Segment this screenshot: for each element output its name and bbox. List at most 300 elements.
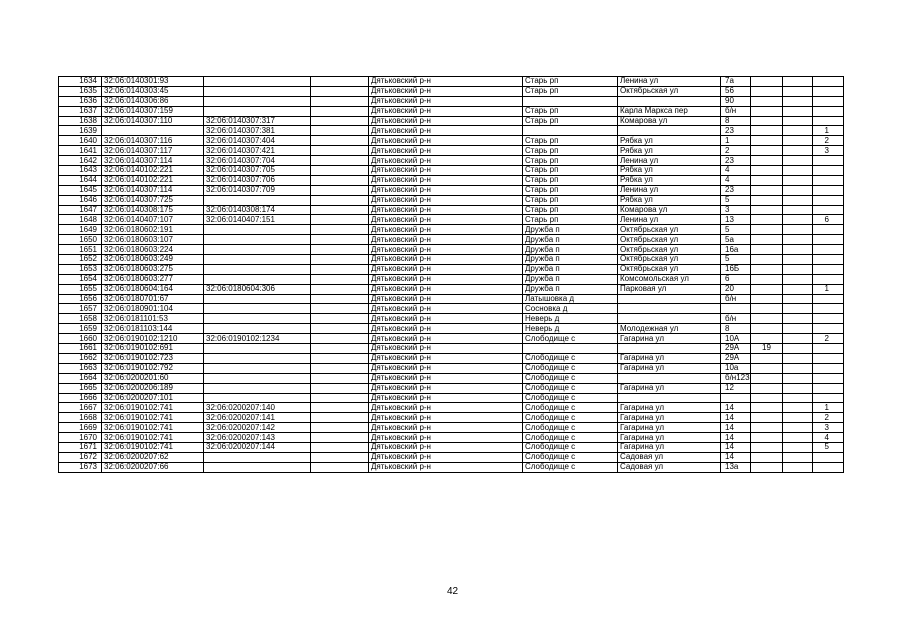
table-row (59, 324, 844, 334)
cell-house-number: 2 (721, 146, 751, 156)
cell-blank-column (311, 274, 369, 284)
table-row (59, 106, 844, 116)
cell-row-number: 1638 (59, 116, 102, 126)
cell-apartment-number: 1 (813, 126, 844, 136)
cell-apartment-number (813, 185, 844, 195)
cell-settlement: Дружба п (523, 245, 618, 255)
cell-district: Дятьковский р-н (369, 205, 523, 215)
cell-row-number: 1661 (59, 344, 102, 354)
cell-row-number: 1664 (59, 373, 102, 383)
cell-extra-number (751, 413, 783, 423)
cell-house-number: 23 (721, 126, 751, 136)
cell-blank-column-2 (783, 126, 813, 136)
table-row (59, 353, 844, 363)
cell-cadastral-number: 32:06:0140301:93 (102, 77, 204, 87)
cell-extra-number (751, 106, 783, 116)
table-row (59, 383, 844, 393)
cell-extra-number (751, 403, 783, 413)
cell-extra-number (751, 462, 783, 472)
cell-cadastral-number: 32:06:0180602:191 (102, 225, 204, 235)
cell-house-number: 14 (721, 442, 751, 452)
cell-house-number: б/н (721, 106, 751, 116)
cell-district: Дятьковский р-н (369, 136, 523, 146)
cell-extra-number (751, 195, 783, 205)
cell-blank-column (311, 462, 369, 472)
cell-blank-column-2 (783, 175, 813, 185)
cell-house-number: 13а (721, 462, 751, 472)
cell-extra-number (751, 126, 783, 136)
cell-extra-number (751, 215, 783, 225)
cell-district: Дятьковский р-н (369, 235, 523, 245)
cell-apartment-number (813, 264, 844, 274)
cell-blank-column (311, 353, 369, 363)
table-row (59, 245, 844, 255)
table-row (59, 274, 844, 284)
cell-apartment-number: 1 (813, 284, 844, 294)
table-row (59, 442, 844, 452)
cell-house-number: 8 (721, 116, 751, 126)
cell-blank-column-2 (783, 344, 813, 354)
table-row (59, 136, 844, 146)
cell-row-number: 1647 (59, 205, 102, 215)
cell-blank-column-2 (783, 403, 813, 413)
cell-blank-column-2 (783, 156, 813, 166)
cell-cadastral-number: 32:06:0190102:723 (102, 353, 204, 363)
cell-cadastral-number: 32:06:0140102:221 (102, 175, 204, 185)
cell-blank-column-2 (783, 294, 813, 304)
cell-apartment-number: 6 (813, 215, 844, 225)
cell-settlement: Слободище с (523, 373, 618, 383)
cell-settlement: Старь рп (523, 185, 618, 195)
cell-extra-number (751, 363, 783, 373)
cell-street: Гагарина ул (618, 383, 721, 393)
cell-street (618, 294, 721, 304)
cell-street (618, 393, 721, 403)
cell-apartment-number (813, 344, 844, 354)
cell-linked-cadastral-number (204, 96, 311, 106)
cell-extra-number (751, 452, 783, 462)
cell-blank-column (311, 126, 369, 136)
table-row (59, 452, 844, 462)
cell-cadastral-number: 32:06:0190102:741 (102, 403, 204, 413)
cell-linked-cadastral-number (204, 294, 311, 304)
cell-extra-number (751, 136, 783, 146)
cell-blank-column (311, 215, 369, 225)
cell-street: Ленина ул (618, 156, 721, 166)
cell-row-number: 1646 (59, 195, 102, 205)
table-row (59, 116, 844, 126)
cell-linked-cadastral-number: 32:06:0140307:317 (204, 116, 311, 126)
cell-row-number: 1654 (59, 274, 102, 284)
cell-blank-column-2 (783, 363, 813, 373)
cell-apartment-number: 2 (813, 136, 844, 146)
cell-blank-column (311, 255, 369, 265)
cell-cadastral-number: 32:06:0180603:249 (102, 255, 204, 265)
cell-apartment-number (813, 304, 844, 314)
cell-street: Комарова ул (618, 116, 721, 126)
cell-district: Дятьковский р-н (369, 423, 523, 433)
cell-settlement: Старь рп (523, 136, 618, 146)
cell-district: Дятьковский р-н (369, 195, 523, 205)
cell-street: Рябка ул (618, 175, 721, 185)
cell-street: Комарова ул (618, 205, 721, 215)
cell-row-number: 1663 (59, 363, 102, 373)
cell-settlement (523, 96, 618, 106)
cell-extra-number (751, 185, 783, 195)
cell-settlement (523, 344, 618, 354)
cell-street: Октябрьская ул (618, 225, 721, 235)
cell-house-number: 14 (721, 423, 751, 433)
cell-linked-cadastral-number: 32:06:0200207:142 (204, 423, 311, 433)
cell-linked-cadastral-number (204, 106, 311, 116)
cell-linked-cadastral-number: 32:06:0200207:144 (204, 442, 311, 452)
cell-extra-number (751, 156, 783, 166)
cell-linked-cadastral-number (204, 373, 311, 383)
cell-house-number: 3 (721, 205, 751, 215)
table-row (59, 314, 844, 324)
cell-apartment-number (813, 314, 844, 324)
cell-row-number: 1650 (59, 235, 102, 245)
cell-extra-number (751, 205, 783, 215)
cell-linked-cadastral-number: 32:06:0140307:404 (204, 136, 311, 146)
table-row (59, 334, 844, 344)
cell-cadastral-number: 32:06:0140307:725 (102, 195, 204, 205)
cell-apartment-number (813, 255, 844, 265)
cell-district: Дятьковский р-н (369, 294, 523, 304)
cell-linked-cadastral-number (204, 77, 311, 87)
cell-settlement: Старь рп (523, 195, 618, 205)
cell-blank-column (311, 442, 369, 452)
cell-settlement: Неверь д (523, 314, 618, 324)
table-row (59, 205, 844, 215)
cell-cadastral-number: 32:06:0140307:114 (102, 185, 204, 195)
cell-settlement: Слободище с (523, 413, 618, 423)
cell-row-number: 1642 (59, 156, 102, 166)
cell-apartment-number (813, 156, 844, 166)
cell-street (618, 126, 721, 136)
cell-blank-column (311, 344, 369, 354)
cell-blank-column-2 (783, 393, 813, 403)
table-row (59, 344, 844, 354)
cell-blank-column-2 (783, 146, 813, 156)
cell-house-number: 90 (721, 96, 751, 106)
cell-cadastral-number (102, 126, 204, 136)
cell-row-number: 1644 (59, 175, 102, 185)
cell-linked-cadastral-number (204, 86, 311, 96)
cell-street: Рябка ул (618, 136, 721, 146)
cell-apartment-number: 1 (813, 403, 844, 413)
cell-linked-cadastral-number: 32:06:0140407:151 (204, 215, 311, 225)
cell-blank-column (311, 294, 369, 304)
cell-extra-number (751, 96, 783, 106)
cell-settlement: Старь рп (523, 86, 618, 96)
cell-street: Октябрьская ул (618, 264, 721, 274)
cell-blank-column (311, 393, 369, 403)
cell-settlement: Слободище с (523, 353, 618, 363)
cell-linked-cadastral-number (204, 195, 311, 205)
cell-cadastral-number: 32:06:0190102:691 (102, 344, 204, 354)
cell-apartment-number (813, 77, 844, 87)
cell-blank-column-2 (783, 255, 813, 265)
cell-row-number: 1640 (59, 136, 102, 146)
cell-cadastral-number: 32:06:0180603:107 (102, 235, 204, 245)
cell-cadastral-number: 32:06:0180603:277 (102, 274, 204, 284)
table-row (59, 77, 844, 87)
cell-house-number: 1 (721, 136, 751, 146)
cell-apartment-number (813, 373, 844, 383)
cell-extra-number (751, 255, 783, 265)
cell-settlement: Сосновка д (523, 304, 618, 314)
cell-blank-column-2 (783, 106, 813, 116)
cell-row-number: 1672 (59, 452, 102, 462)
cell-district: Дятьковский р-н (369, 77, 523, 87)
cell-apartment-number: 5 (813, 442, 844, 452)
cell-street: Ленина ул (618, 215, 721, 225)
cell-extra-number (751, 77, 783, 87)
cell-settlement: Старь рп (523, 215, 618, 225)
cell-linked-cadastral-number (204, 245, 311, 255)
cell-district: Дятьковский р-н (369, 116, 523, 126)
cell-row-number: 1670 (59, 433, 102, 443)
cell-settlement: Слободище с (523, 462, 618, 472)
cell-house-number: 29А (721, 344, 751, 354)
cell-blank-column-2 (783, 284, 813, 294)
cell-settlement: Латышовка д (523, 294, 618, 304)
cell-row-number: 1636 (59, 96, 102, 106)
cell-street (618, 373, 721, 383)
cell-extra-number (751, 442, 783, 452)
cell-row-number: 1657 (59, 304, 102, 314)
cell-blank-column-2 (783, 324, 813, 334)
cell-house-number: 14 (721, 413, 751, 423)
cell-house-number: 10а (721, 363, 751, 373)
cell-district: Дятьковский р-н (369, 373, 523, 383)
cell-row-number: 1669 (59, 423, 102, 433)
table-body (59, 77, 844, 473)
table-row (59, 403, 844, 413)
table-row (59, 215, 844, 225)
cell-cadastral-number: 32:06:0200206:189 (102, 383, 204, 393)
cell-street (618, 96, 721, 106)
cell-apartment-number (813, 274, 844, 284)
table-row (59, 294, 844, 304)
cell-row-number: 1641 (59, 146, 102, 156)
table-row (59, 175, 844, 185)
cell-linked-cadastral-number (204, 363, 311, 373)
cell-apartment-number (813, 452, 844, 462)
cell-row-number: 1637 (59, 106, 102, 116)
cell-apartment-number (813, 166, 844, 176)
cell-linked-cadastral-number: 32:06:0140307:705 (204, 166, 311, 176)
cell-linked-cadastral-number: 32:06:0140307:706 (204, 175, 311, 185)
cell-house-number: 5 (721, 225, 751, 235)
cell-district: Дятьковский р-н (369, 403, 523, 413)
cell-row-number: 1643 (59, 166, 102, 176)
cell-settlement: Старь рп (523, 106, 618, 116)
cell-blank-column (311, 413, 369, 423)
cell-cadastral-number: 32:06:0140307:159 (102, 106, 204, 116)
cell-district: Дятьковский р-н (369, 86, 523, 96)
cell-blank-column-2 (783, 245, 813, 255)
cell-street: Гагарина ул (618, 442, 721, 452)
cell-blank-column (311, 166, 369, 176)
cadastral-table (58, 76, 844, 473)
cell-blank-column (311, 314, 369, 324)
cell-blank-column-2 (783, 274, 813, 284)
cell-cadastral-number: 32:06:0181101:53 (102, 314, 204, 324)
cell-house-number: 23 (721, 185, 751, 195)
cell-cadastral-number: 32:06:0200201:60 (102, 373, 204, 383)
cell-linked-cadastral-number: 32:06:0140307:421 (204, 146, 311, 156)
cell-apartment-number: 3 (813, 146, 844, 156)
cell-house-number: 16Б (721, 264, 751, 274)
cell-cadastral-number: 32:06:0180603:224 (102, 245, 204, 255)
cell-house-number: 16а (721, 245, 751, 255)
cell-row-number: 1666 (59, 393, 102, 403)
cell-street: Рябка ул (618, 166, 721, 176)
cell-blank-column (311, 195, 369, 205)
cell-district: Дятьковский р-н (369, 304, 523, 314)
cell-blank-column (311, 334, 369, 344)
cell-row-number: 1649 (59, 225, 102, 235)
cell-row-number: 1653 (59, 264, 102, 274)
table-row (59, 462, 844, 472)
cell-street: Октябрьская ул (618, 245, 721, 255)
cell-row-number: 1660 (59, 334, 102, 344)
cell-cadastral-number: 32:06:0140102:221 (102, 166, 204, 176)
cell-row-number: 1651 (59, 245, 102, 255)
cell-street: Октябрьская ул (618, 86, 721, 96)
cell-district: Дятьковский р-н (369, 324, 523, 334)
table-row (59, 96, 844, 106)
cell-row-number: 1667 (59, 403, 102, 413)
cell-blank-column (311, 383, 369, 393)
cell-linked-cadastral-number: 32:06:0180604:306 (204, 284, 311, 294)
cell-house-number: б/н (721, 294, 751, 304)
cell-cadastral-number: 32:06:0140306:86 (102, 96, 204, 106)
cell-street: Рябка ул (618, 146, 721, 156)
cell-blank-column-2 (783, 195, 813, 205)
cell-district: Дятьковский р-н (369, 225, 523, 235)
cell-cadastral-number: 32:06:0140407:107 (102, 215, 204, 225)
cell-blank-column-2 (783, 353, 813, 363)
cell-blank-column-2 (783, 452, 813, 462)
cell-house-number: 14 (721, 433, 751, 443)
cell-blank-column-2 (783, 166, 813, 176)
cell-blank-column (311, 284, 369, 294)
cell-linked-cadastral-number (204, 393, 311, 403)
cell-extra-number (751, 393, 783, 403)
cell-cadastral-number: 32:06:0140307:110 (102, 116, 204, 126)
cell-apartment-number: 2 (813, 334, 844, 344)
cell-district: Дятьковский р-н (369, 433, 523, 443)
cell-settlement (523, 126, 618, 136)
cell-street: Гагарина ул (618, 423, 721, 433)
cell-extra-number (751, 324, 783, 334)
cell-extra-number (751, 274, 783, 284)
cell-blank-column-2 (783, 96, 813, 106)
cell-linked-cadastral-number: 32:06:0200207:141 (204, 413, 311, 423)
cell-settlement: Старь рп (523, 156, 618, 166)
table-row (59, 433, 844, 443)
cell-settlement: Старь рп (523, 175, 618, 185)
table-row (59, 146, 844, 156)
cell-settlement: Слободище с (523, 403, 618, 413)
cell-linked-cadastral-number: 32:06:0140307:704 (204, 156, 311, 166)
cell-house-number: 14 (721, 452, 751, 462)
cell-district: Дятьковский р-н (369, 96, 523, 106)
cell-district: Дятьковский р-н (369, 393, 523, 403)
cell-extra-number (751, 146, 783, 156)
cell-house-number: 29А (721, 353, 751, 363)
cell-blank-column-2 (783, 433, 813, 443)
cell-street: Гагарина ул (618, 413, 721, 423)
cell-cadastral-number: 32:06:0200207:101 (102, 393, 204, 403)
cell-district: Дятьковский р-н (369, 106, 523, 116)
cell-district: Дятьковский р-н (369, 452, 523, 462)
cell-house-number: 5 (721, 195, 751, 205)
cell-settlement: Дружба п (523, 274, 618, 284)
cell-linked-cadastral-number (204, 264, 311, 274)
cell-linked-cadastral-number (204, 225, 311, 235)
cell-district: Дятьковский р-н (369, 245, 523, 255)
cell-house-number: 12 (721, 383, 751, 393)
cell-settlement: Дружба п (523, 225, 618, 235)
cell-house-number: б/н (721, 314, 751, 324)
cell-row-number: 1659 (59, 324, 102, 334)
cell-apartment-number (813, 116, 844, 126)
table-row (59, 185, 844, 195)
table-row (59, 235, 844, 245)
cell-cadastral-number: 32:06:0181103:144 (102, 324, 204, 334)
cell-street (618, 344, 721, 354)
cell-blank-column-2 (783, 462, 813, 472)
cell-linked-cadastral-number (204, 314, 311, 324)
cell-apartment-number: 3 (813, 423, 844, 433)
cell-street: Октябрьская ул (618, 255, 721, 265)
cell-settlement: Старь рп (523, 166, 618, 176)
cell-apartment-number (813, 106, 844, 116)
cell-extra-number (751, 166, 783, 176)
cell-settlement: Старь рп (523, 116, 618, 126)
cell-blank-column (311, 433, 369, 443)
cell-apartment-number (813, 205, 844, 215)
cell-cadastral-number: 32:06:0140303:45 (102, 86, 204, 96)
cell-row-number: 1656 (59, 294, 102, 304)
cell-apartment-number (813, 462, 844, 472)
cell-street: Комсомольская ул (618, 274, 721, 284)
cell-settlement: Слободище с (523, 393, 618, 403)
cell-extra-number (751, 175, 783, 185)
cell-street: Гагарина ул (618, 403, 721, 413)
cell-blank-column-2 (783, 77, 813, 87)
cell-district: Дятьковский р-н (369, 413, 523, 423)
cell-apartment-number (813, 96, 844, 106)
cell-extra-number (751, 373, 783, 383)
cell-row-number: 1645 (59, 185, 102, 195)
cell-settlement: Старь рп (523, 146, 618, 156)
cell-apartment-number (813, 363, 844, 373)
table-row (59, 304, 844, 314)
cell-extra-number (751, 383, 783, 393)
cell-extra-number (751, 225, 783, 235)
cell-district: Дятьковский р-н (369, 156, 523, 166)
table-row (59, 225, 844, 235)
cell-street: Октябрьская ул (618, 235, 721, 245)
table-row (59, 195, 844, 205)
cell-cadastral-number: 32:06:0190102:741 (102, 413, 204, 423)
cell-house-number: 8 (721, 324, 751, 334)
